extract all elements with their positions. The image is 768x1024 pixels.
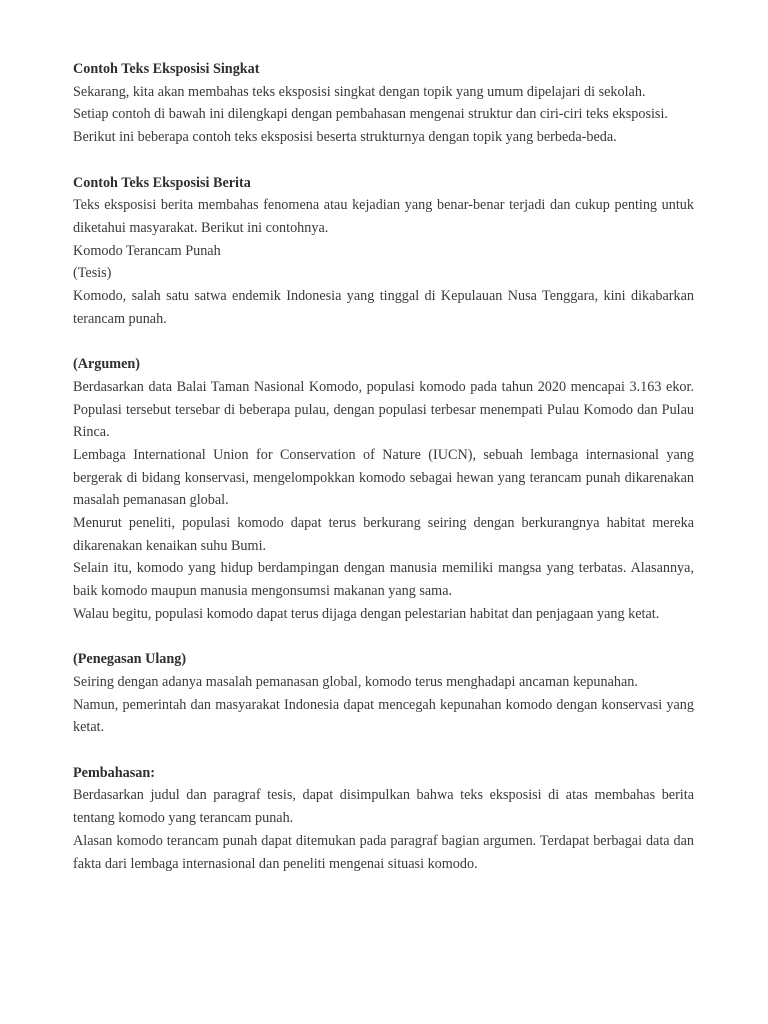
paragraph: Berdasarkan data Balai Taman Nasional Komodo, populasi komodo pada tahun 2020 mencapai 3.163 ekor. Populasi tersebut tersebar di beberapa pulau, dengan populasi terbesar menempati Pulau Komodo dan Pulau Rinca. xyxy=(73,378,694,441)
paragraph: Berikut ini beberapa contoh teks eksposisi beserta strukturnya dengan topik yang berbeda-beda. xyxy=(73,129,617,146)
spacer xyxy=(73,626,694,649)
pembahasan-label: Pembahasan: xyxy=(73,764,155,781)
document-page xyxy=(73,58,694,875)
paragraph: Setiap contoh di bawah ini dilengkapi dengan pembahasan mengenai struktur dan ciri-ciri teks eksposisi. xyxy=(73,106,668,123)
paragraph: Komodo, salah satu satwa endemik Indonesia yang tinggal di Kepulauan Nusa Tenggara, kini dikabarkan terancam punah. xyxy=(73,288,694,327)
paragraph: Namun, pemerintah dan masyarakat Indonesia dapat mencegah kepunahan komodo dengan konservasi yang ketat. xyxy=(73,696,694,736)
paragraph: Selain itu, komodo yang hidup berdampingan dengan manusia memiliki mangsa yang terbatas. Alasannya, baik komodo maupun manusia mengonsumsi makanan yang sama. xyxy=(73,560,694,600)
paragraph: Lembaga International Union for Conservation of Nature (IUCN), sebuah lembaga internasional yang bergerak di bidang konservasi, mengelompokkan komodo sebagai hewan yang terancam punah dikarenakan masalah pemanasan global. xyxy=(73,446,694,509)
paragraph: Teks eksposisi berita membahas fenomena atau kejadian yang benar-benar terjadi dan cukup penting untuk diketahui masyarakat. Berikut ini contohnya. xyxy=(73,197,694,236)
paragraph: Seiring dengan adanya masalah pemanasan global, komodo terus menghadapi ancaman kepunahan. xyxy=(73,673,638,690)
paragraph: Berdasarkan judul dan paragraf tesis, dapat disimpulkan bahwa teks eksposisi di atas membahas berita tentang komodo yang terancam punah. xyxy=(73,787,694,827)
tesis-label: (Tesis) xyxy=(73,265,112,282)
paragraph: Alasan komodo terancam punah dapat ditemukan pada paragraf bagian argumen. Terdapat berbagai data dan fakta dari lembaga internasional dan peneliti mengenai situasi komodo. xyxy=(73,832,694,872)
penegasan-ulang-label: (Penegasan Ulang) xyxy=(73,651,187,668)
example-title: Komodo Terancam Punah xyxy=(73,242,221,259)
argumen-label: (Argumen) xyxy=(73,356,140,373)
section-heading-singkat: Contoh Teks Eksposisi Singkat xyxy=(73,61,260,77)
paragraph: Walau begitu, populasi komodo dapat terus dijaga dengan pelestarian habitat dan penjagaan yang ketat. xyxy=(73,605,660,622)
section-heading-berita: Contoh Teks Eksposisi Berita xyxy=(73,174,251,191)
spacer xyxy=(73,149,694,172)
spacer xyxy=(73,330,694,353)
spacer xyxy=(73,739,694,762)
paragraph: Sekarang, kita akan membahas teks eksposisi singkat dengan topik yang umum dipelajari di sekolah. xyxy=(73,83,646,100)
paragraph: Menurut peneliti, populasi komodo dapat terus berkurang seiring dengan berkurangnya habitat mereka dikarenakan kenaikan suhu Bumi. xyxy=(73,515,694,554)
